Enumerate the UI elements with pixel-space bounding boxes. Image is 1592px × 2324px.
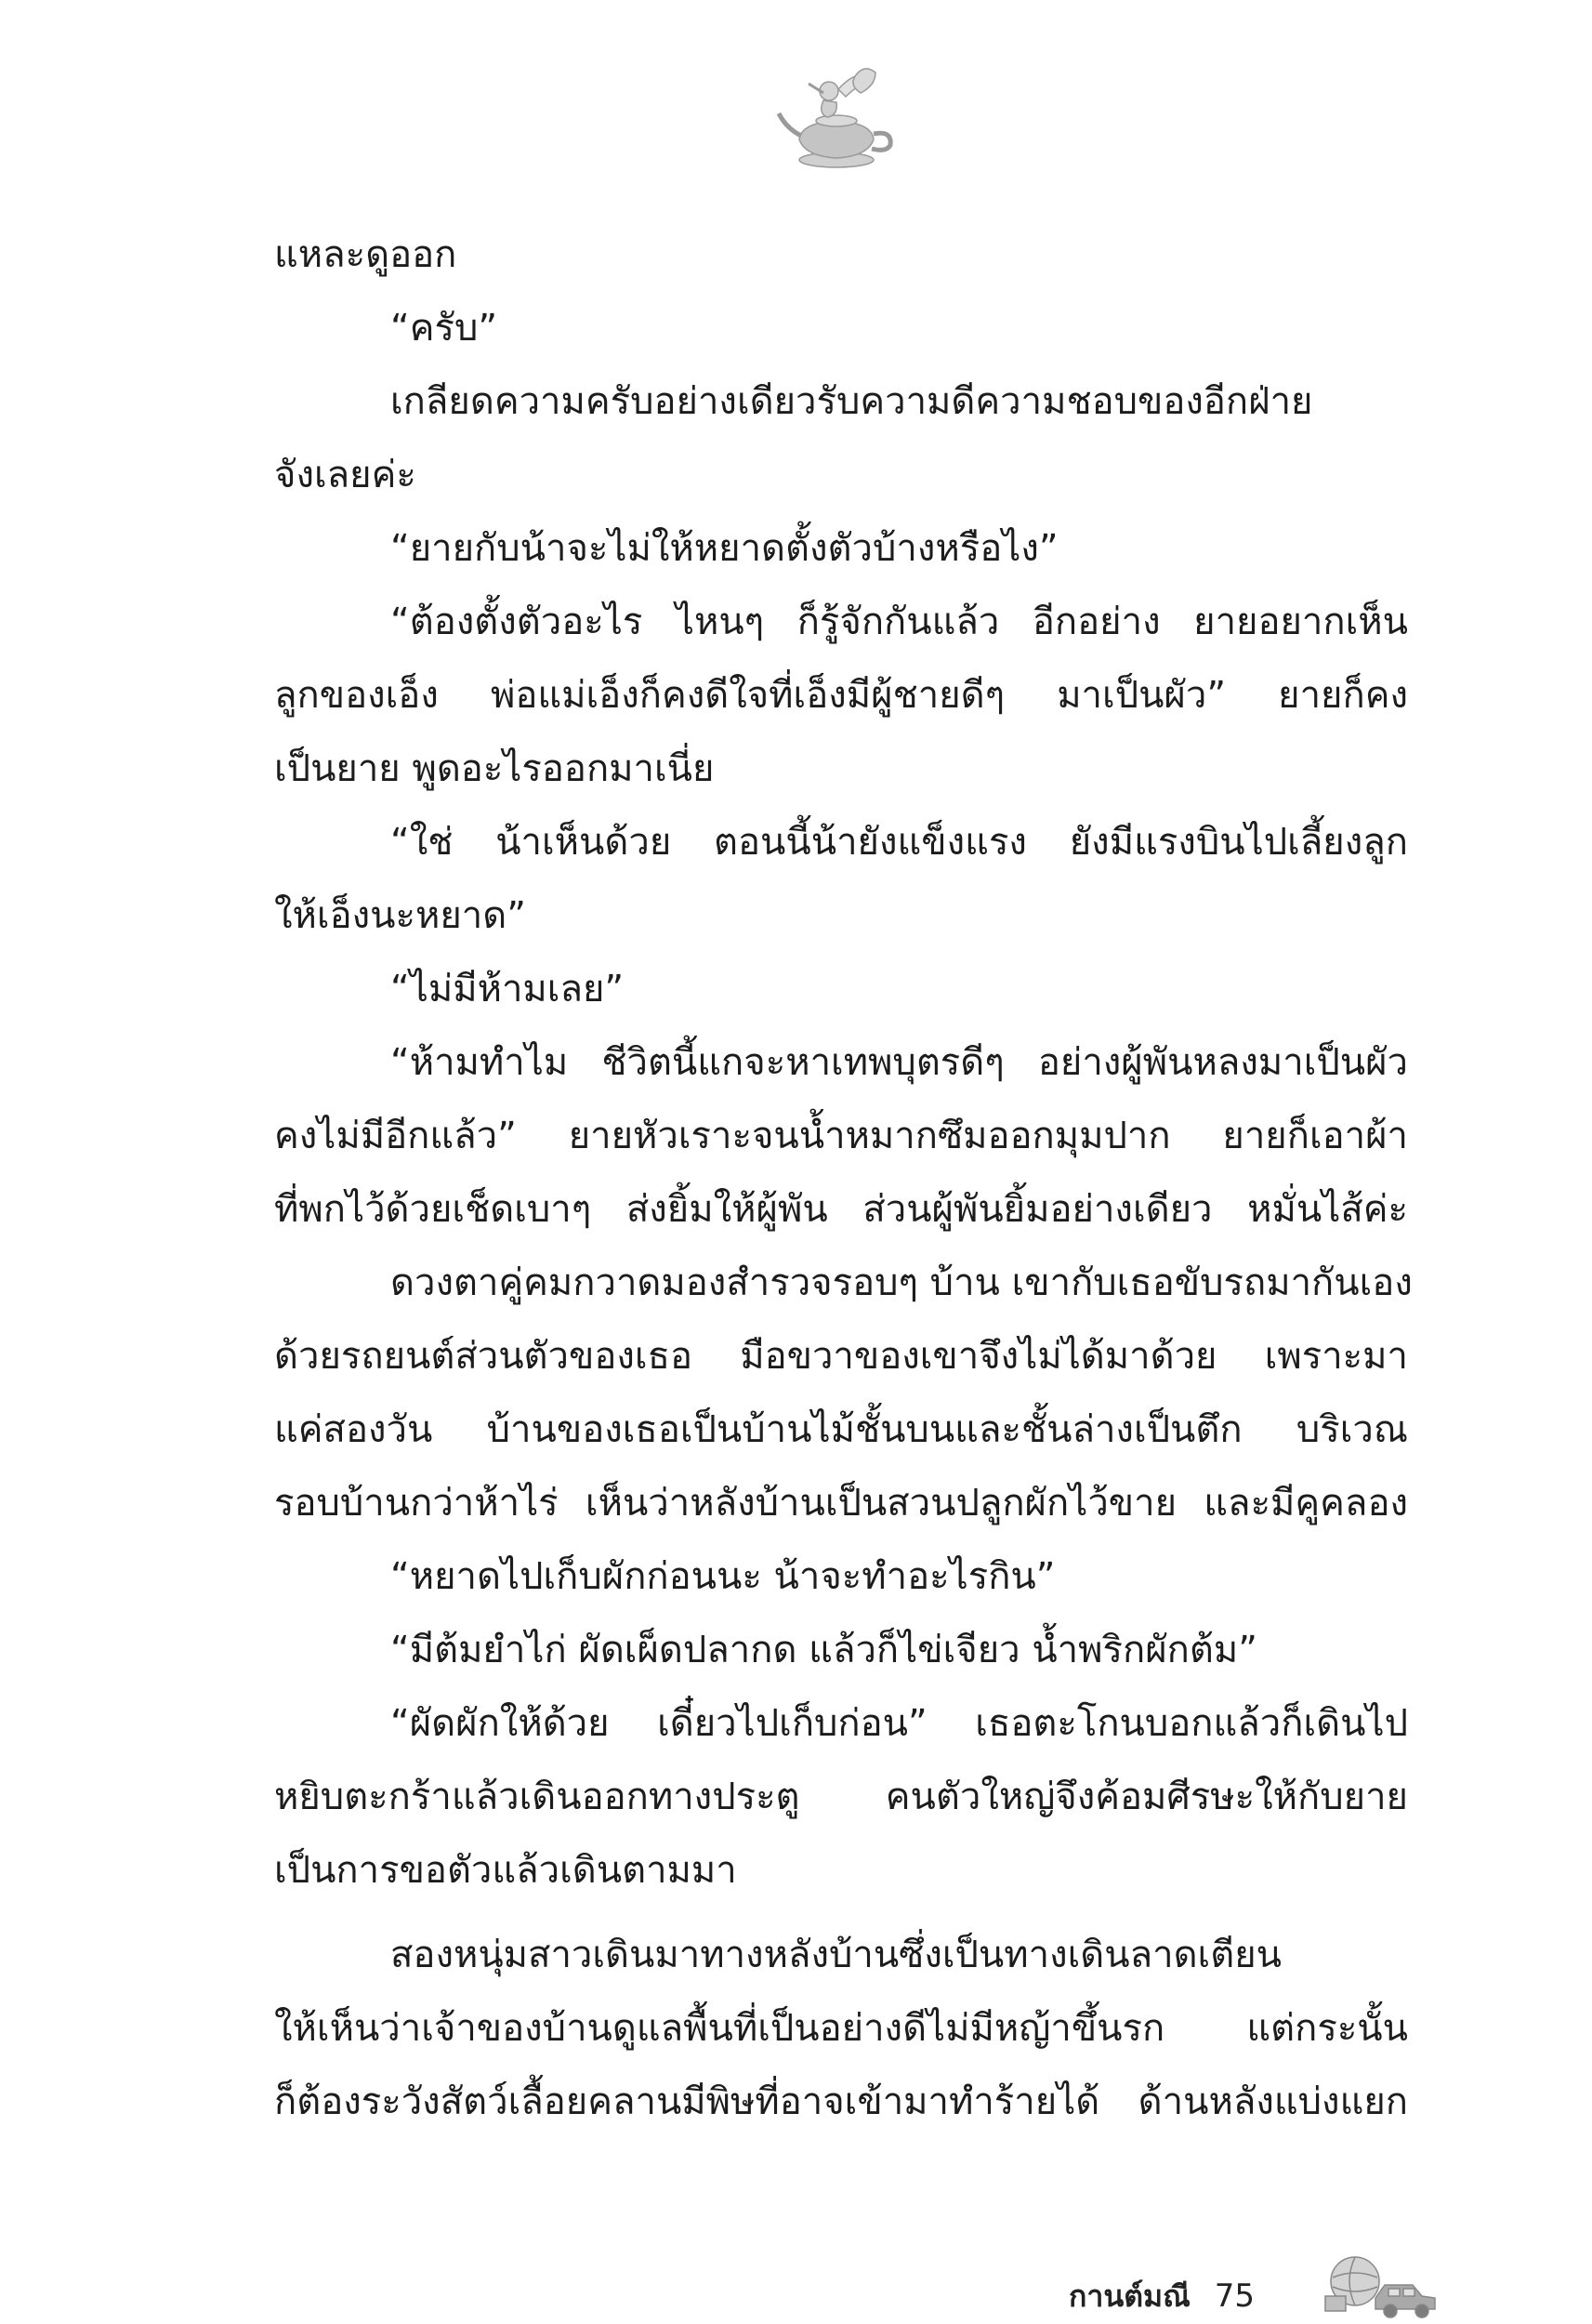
text-line: จังเลยค่ะ [274, 454, 416, 496]
text-line: “มีต้มยำไก่ ผัดเผ็ดปลากด แล้วก็ไข่เจียว น้ำพริกผักต้ม” [390, 1629, 1257, 1671]
text-line: หยิบตะกร้าแล้วเดินออกทางประตู คนตัวใหญ่จึงค้อมศีรษะให้กับยาย [274, 1776, 1408, 1818]
text-line: ให้เอ็งนะหยาด” [274, 894, 526, 937]
text-line: เกลียดความครับอย่างเดียวรับความดีความชอบของอีกฝ่าย [390, 380, 1313, 423]
text-line: ลูกของเอ็ง พ่อแม่เอ็งก็คงดีใจที่เอ็งมีผู้ชายดีๆ มาเป็นผัว” ยายก็คง [274, 674, 1408, 717]
text-line: เป็นการขอตัวแล้วเดินตามมา [274, 1849, 737, 1892]
text-line: “ครับ” [390, 307, 498, 350]
text-line: “ผัดผักให้ด้วย เดี๋ยวไปเก็บก่อน” เธอตะโกนบอกแล้วก็เดินไป [390, 1702, 1408, 1745]
text-line: ที่พกไว้ด้วยเช็ดเบาๆ ส่งยิ้มให้ผู้พัน ส่วนผู้พันยิ้มอย่างเดียว หมั่นไส้ค่ะ [274, 1188, 1408, 1231]
text-line: “ยายกับน้าจะไม่ให้หยาดตั้งตัวบ้างหรือไง” [390, 527, 1059, 570]
story-text [274, 218, 1413, 2139]
text-line: “ต้องตั้งตัวอะไร ไหนๆ ก็รู้จักกันแล้ว อีกอย่าง ยายอยากเห็น [390, 601, 1408, 643]
text-line: ก็ต้องระวังสัตว์เลื้อยคลานมีพิษที่อาจเข้ามาทำร้ายได้ ด้านหลังแบ่งแยก [274, 2080, 1408, 2123]
text-line: แค่สองวัน บ้านของเธอเป็นบ้านไม้ชั้นบนและชั้นล่างเป็นตึก บริเวณ [274, 1408, 1408, 1451]
text-line: “ใช่ น้าเห็นด้วย ตอนนี้น้ายังแข็งแรง ยังมีแรงบินไปเลี้ยงลูก [390, 821, 1408, 864]
text-line: แหละดูออก [274, 233, 457, 276]
text-line: เป็นยาย พูดอะไรออกมาเนี่ย [274, 747, 715, 790]
page-footer [1069, 2268, 1255, 2324]
text-line: ให้เห็นว่าเจ้าของบ้านดูแลพื้นที่เป็นอย่างดีไม่มีหญ้าขึ้นรก แต่กระนั้น [274, 2007, 1408, 2050]
globe-car-ornament-icon [1320, 2250, 1441, 2324]
text-line: คงไม่มีอีกแล้ว” ยายหัวเราะจนน้ำหมากซึมออกมุมปาก ยายก็เอาผ้า [274, 1115, 1408, 1157]
text-line: ดวงตาคู่คมกวาดมองสำรวจรอบๆ บ้าน เขากับเธอขับรถมากันเอง [390, 1261, 1413, 1304]
text-line: “ห้ามทำไม ชีวิตนี้แกจะหาเทพบุตรดีๆ อย่างผู้พันหลงมาเป็นผัว [390, 1041, 1408, 1084]
page-number: 75 [1214, 2278, 1256, 2315]
text-line: “หยาดไปเก็บผักก่อนนะ น้าจะทำอะไรกิน” [390, 1555, 1056, 1598]
book-title: กานต์มณี [1069, 2278, 1191, 2314]
text-line: รอบบ้านกว่าห้าไร่ เห็นว่าหลังบ้านเป็นสวนปลูกผักไว้ขาย และมีคูคลอง [274, 1482, 1408, 1525]
text-line: สองหนุ่มสาวเดินมาทางหลังบ้านซึ่งเป็นทางเดินลาดเตียน [390, 1934, 1282, 1976]
text-line: “ไม่มีห้ามเลย” [390, 968, 625, 1010]
teapot-cupid-ornament-icon [771, 56, 901, 186]
text-line: ด้วยรถยนต์ส่วนตัวของเธอ มือขวาของเขาจึงไม่ได้มาด้วย เพราะมา [274, 1335, 1408, 1378]
